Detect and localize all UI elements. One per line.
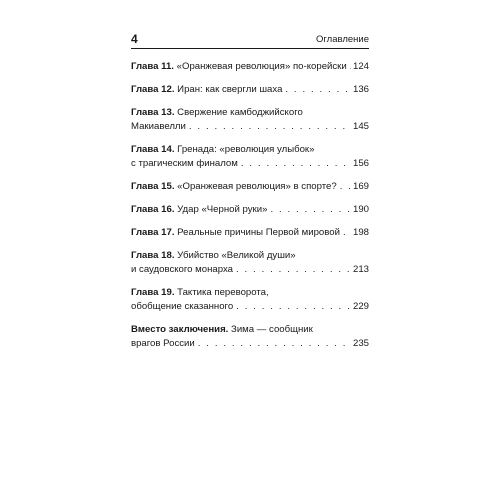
- toc-title-continued: обобщение сказанного: [131, 301, 234, 312]
- toc-title-continued: врагов России: [131, 338, 195, 349]
- toc-entry-chapter-19[interactable]: [131, 286, 369, 314]
- toc-title: Тактика переворота,: [177, 287, 269, 298]
- toc-title: Иран: как свергли шаха: [177, 84, 283, 95]
- toc-page-number: 169: [352, 181, 369, 192]
- toc-title: «Оранжевая революция» по-корейски: [176, 61, 347, 72]
- toc-label: Вместо заключения.: [131, 324, 229, 335]
- running-head: Оглавление: [316, 34, 369, 45]
- toc-entry-conclusion[interactable]: [131, 323, 369, 351]
- toc-label: Глава 18.: [131, 250, 175, 261]
- toc-page-number: 156: [352, 158, 369, 169]
- toc-entry-chapter-17[interactable]: [131, 226, 369, 240]
- toc-title: «Оранжевая революция» в спорте?: [177, 181, 337, 192]
- toc-page-number: 124: [352, 61, 369, 72]
- leader-dots: [189, 120, 350, 134]
- toc-entry-chapter-13[interactable]: [131, 106, 369, 134]
- leader-dots: [236, 263, 350, 277]
- toc-title: Убийство «Великой души»: [177, 250, 296, 261]
- page-number: 4: [131, 32, 138, 46]
- table-of-contents: [131, 60, 369, 360]
- toc-entry-chapter-15[interactable]: [131, 180, 369, 194]
- toc-page-number: 235: [352, 338, 369, 349]
- toc-title-continued: и саудовского монарха: [131, 264, 233, 275]
- leader-dots: [343, 226, 350, 240]
- leader-dots: [241, 157, 350, 171]
- leader-dots: [270, 203, 350, 217]
- toc-entry-chapter-16[interactable]: [131, 203, 369, 217]
- toc-title: Реальные причины Первой мировой: [177, 227, 340, 238]
- toc-label: Глава 13.: [131, 107, 175, 118]
- toc-page-number: 190: [352, 204, 369, 215]
- toc-title: Удар «Черной руки»: [177, 204, 268, 215]
- toc-label: Глава 16.: [131, 204, 175, 215]
- leader-dots: [236, 300, 350, 314]
- toc-title: Свержение камбоджийского: [177, 107, 303, 118]
- toc-entry-chapter-18[interactable]: [131, 249, 369, 277]
- toc-title-continued: с трагическим финалом: [131, 158, 238, 169]
- header-rule: [131, 48, 369, 49]
- toc-page-number: 213: [352, 264, 369, 275]
- leader-dots: [285, 83, 350, 97]
- toc-label: Глава 14.: [131, 144, 175, 155]
- toc-title: Гренада: «революция улыбок»: [177, 144, 315, 155]
- toc-label: Глава 11.: [131, 61, 174, 72]
- toc-label: Глава 12.: [131, 84, 175, 95]
- toc-page-number: 145: [352, 121, 369, 132]
- toc-label: Глава 15.: [131, 181, 175, 192]
- toc-page-number: 198: [352, 227, 369, 238]
- toc-entry-chapter-14[interactable]: [131, 143, 369, 171]
- toc-page-number: 229: [352, 301, 369, 312]
- toc-label: Глава 19.: [131, 287, 175, 298]
- toc-entry-chapter-11[interactable]: [131, 60, 369, 74]
- leader-dots: [340, 180, 350, 194]
- toc-label: Глава 17.: [131, 227, 175, 238]
- toc-entry-chapter-12[interactable]: [131, 83, 369, 97]
- toc-title-continued: Макиавелли: [131, 121, 186, 132]
- toc-title: Зима — сообщник: [231, 324, 313, 335]
- leader-dots: [198, 337, 350, 351]
- toc-page-number: 136: [352, 84, 369, 95]
